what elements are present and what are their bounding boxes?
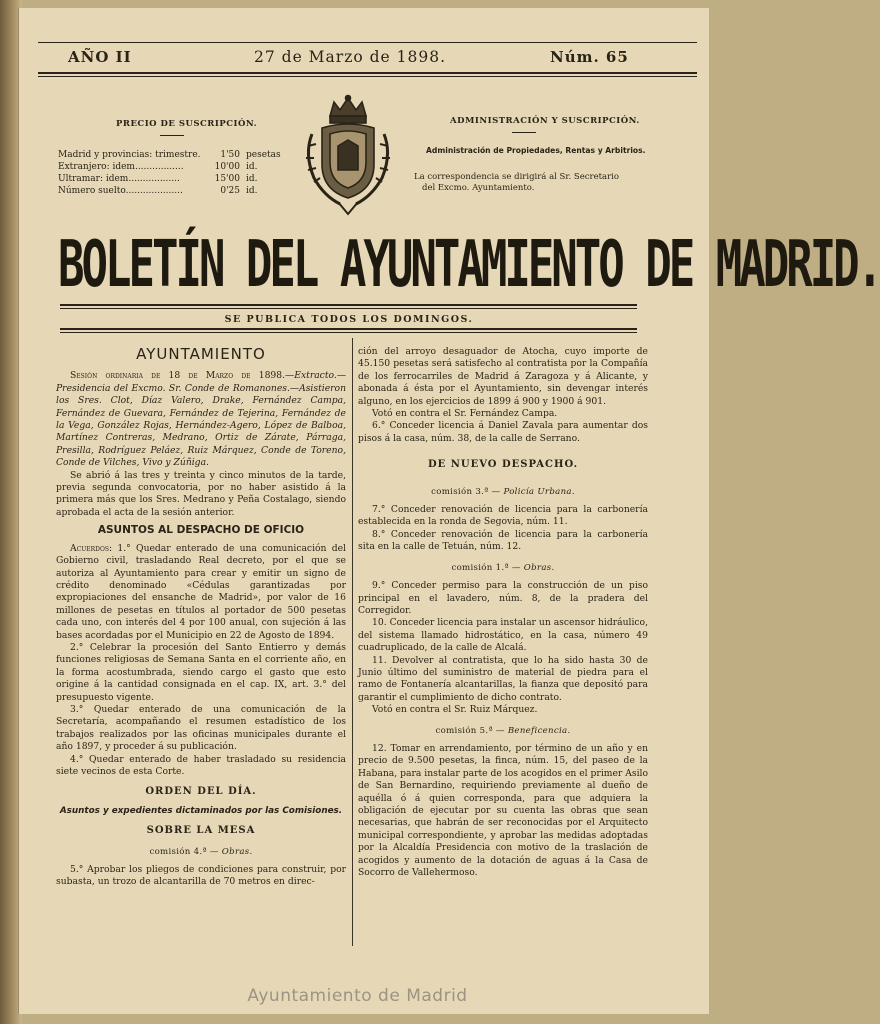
paragraph: 5.° Aprobar los pliegos de condiciones para construir, por subasta, un trozo de alcantarilla de 70 metros en direc- bbox=[56, 864, 346, 888]
paragraph: 12. Tomar en arrendamiento, por término de un año y en precio de 9.500 pesetas, la finca, núm. 15, del paseo de la Habana, para instalar parte de los acogidos en el primer Asilo de San Bernardino, requiriendo previamente al dueño de aquélla ó á quien corresponda, para que adquiera la obligación de ejecutar por su cuenta las obras que sean necesarias, que habrán de ser reconocidas por el Arquitecto municipal correspondiente, y aprobar las medidas adoptadas por la Alcaldía Presidencia con motivo de la traslación de acogidos y aumento de la dotación de aguas á la Casa de Socorro de Vallehermoso. bbox=[358, 742, 648, 879]
paragraph: 10. Conceder licencia para instalar un ascensor hidráulico, del sistema llamado hidrostático, en la casa, número 49 cuadruplicado, de la calle de Alcalá. bbox=[358, 617, 648, 654]
price-label: Ultramar: idem.................. bbox=[58, 174, 180, 184]
commission-label: comisión 5.ª — bbox=[435, 725, 508, 736]
paragraph: Votó en contra el Sr. Fernández Campa. bbox=[372, 408, 558, 420]
coat-of-arms-icon bbox=[300, 94, 396, 218]
session-extract: —Extracto. bbox=[285, 370, 337, 382]
subsection-heading: ORDEN DEL DÍA. bbox=[145, 786, 257, 798]
price-row bbox=[58, 161, 283, 173]
price-row bbox=[58, 173, 283, 185]
commission-name: Beneficencia. bbox=[507, 725, 571, 736]
price-unit: id. bbox=[246, 186, 258, 196]
commission-label: comisión 1.ª — bbox=[451, 562, 524, 573]
issue-number: Núm. 65 bbox=[550, 48, 629, 66]
price-label: Extranjero: idem................. bbox=[58, 162, 184, 172]
administration-heading: ADMINISTRACIÓN Y SUSCRIPCIÓN. bbox=[450, 116, 640, 126]
paragraph: 2.° Celebrar la procesión del Santo Entierro y demás funciones religiosas de Semana Santa en el corriente año, en la forma acostumbrada, siendo cargo el gasto que esto origine á la cantidad consignada en el cap. IX, art. 3.° del presupuesto vigente. bbox=[56, 641, 346, 703]
subtitle-rule-thin bbox=[60, 332, 637, 333]
watermark: Ayuntamiento de Madrid bbox=[247, 986, 468, 1006]
paragraph: 4.° Quedar enterado de haber trasladado su residencia siete vecinos de esta Corte. bbox=[56, 753, 346, 777]
administration-line: del Excmo. Ayuntamiento. bbox=[422, 183, 535, 193]
top-rule bbox=[38, 42, 697, 43]
commission-name: Policía Urbana. bbox=[503, 486, 575, 497]
administration-line: Administración de Propiedades, Rentas y Arbitrios. bbox=[426, 146, 646, 155]
session-paragraph bbox=[56, 370, 346, 469]
price-value: 0'25 bbox=[220, 186, 240, 196]
price-value: 1'50 bbox=[220, 150, 240, 160]
left-column bbox=[56, 344, 346, 889]
prices-heading: PRECIO DE SUSCRIPCIÓN. bbox=[116, 119, 258, 129]
commission-label: comisión 4.ª — bbox=[149, 846, 222, 857]
price-unit: id. bbox=[246, 174, 258, 184]
price-label: Número suelto.................... bbox=[58, 186, 183, 196]
paragraph: 6.° Conceder licencia á Daniel Zavala para aumentar dos pisos á la casa, núm. 38, de la calle de Serrano. bbox=[358, 420, 648, 444]
title-rule-thin bbox=[60, 308, 637, 309]
newspaper-title: BOLETÍN DEL AYUNTAMIENTO DE MADRID. bbox=[58, 228, 880, 302]
right-column bbox=[358, 346, 648, 879]
paragraph: 7.° Conceder renovación de licencia para la carbonería establecida en la ronda de Segovia, núm. 11. bbox=[358, 504, 648, 528]
header-rule bbox=[38, 72, 697, 74]
paragraph: 3.° Quedar enterado de una comunicación de la Secretaría, acompañando el resumen estadístico de los trabajos realizados por las oficinas municipales durante el año 1897, y proceder á su publicación. bbox=[56, 703, 346, 753]
commission-heading bbox=[358, 486, 648, 498]
header-rule-thin bbox=[38, 76, 697, 77]
prices-divider bbox=[160, 135, 184, 136]
column-divider bbox=[352, 338, 353, 946]
agreement-1: 1.° Quedar enterado de una comunicación del Gobierno civil, trasladando Real decreto, por el que se autoriza al Ayuntamiento para crear y emitir un signo de crédito denominado «Cédulas garantizadas por expropiaciones del ensanche de Madrid», por valor de 16 millones de pesetas en títulos al portador de 500 pesetas cada uno, con interés del 4 por 100 anual, con sujeción á las bases acordadas por el Municipio en 22 de Agosto de 1894. bbox=[56, 542, 346, 641]
commission-name: Obras. bbox=[523, 562, 555, 573]
price-row bbox=[58, 149, 283, 161]
subtitle-rule bbox=[60, 328, 637, 330]
paragraph: 8.° Conceder renovación de licencia para la carbonería sita en la calle de Tetuán, núm. 12. bbox=[358, 528, 648, 553]
section-heading: AYUNTAMIENTO bbox=[136, 345, 266, 363]
title-rule bbox=[60, 304, 637, 306]
commission-label: comisión 3.ª — bbox=[431, 486, 504, 497]
price-value: 10'00 bbox=[214, 162, 240, 172]
commission-name: Obras. bbox=[221, 846, 253, 857]
administration-divider bbox=[512, 132, 536, 133]
session-lead: Sesión ordinaria de 18 de Marzo de 1898. bbox=[70, 370, 286, 382]
paragraph: 11. Devolver al contratista, que lo ha sido hasta 30 de Junio último del suministro de material de piedra para el ramo de Fontanería alcantarillas, la fianza que depositó para garantir el cumplimiento de dicho contrato. bbox=[358, 654, 648, 703]
publication-frequency: SE PUBLICA TODOS LOS DOMINGOS. bbox=[224, 314, 474, 325]
paragraph: 9.° Conceder permiso para la construcción de un piso principal en el lavadero, núm. 8, de la pradera del Corregidor. bbox=[358, 580, 648, 616]
price-label: Madrid y provincias: trimestre. bbox=[58, 150, 201, 160]
price-value: 15'00 bbox=[214, 174, 240, 184]
price-unit: pesetas bbox=[246, 150, 281, 160]
agreements-paragraph bbox=[56, 543, 346, 642]
issue-date: 27 de Marzo de 1898. bbox=[254, 48, 447, 66]
subsection-heading: SOBRE LA MESA bbox=[146, 825, 256, 837]
session-body: —Presidencia del Excmo. Sr. Conde de Romanones.—Asistieron los Sres. Clot, Díaz Valero, Drake, Fernández Campa, Fernández de Guevara, Fernández de Tejerina, Fernández de la Vega, González Rojas, Hernández-Agero, López de Balboa, Martínez Contreras, Medrano, Ortiz de Zárate, Párraga, Presilla, Rodríguez Peláez, Ruiz Márquez, Conde de Toreno, Conde de Vilches, Vivo y Zúñiga. bbox=[56, 370, 346, 469]
commission-heading bbox=[358, 562, 648, 574]
agreements-lead: Acuerdos: bbox=[70, 542, 113, 554]
price-row bbox=[58, 185, 283, 197]
issue-year: AÑO II bbox=[68, 48, 132, 66]
price-unit: id. bbox=[246, 162, 258, 172]
subsection-heading: DE NUEVO DESPACHO. bbox=[427, 459, 579, 471]
paragraph: Se abrió á las tres y treinta y cinco minutos de la tarde, previa segunda convocatoria, por no haber asistido á la primera más que los Sres. Medrano y Peña Costalago, siendo aprobada el acta de la sesión anterior. bbox=[56, 469, 346, 518]
subsection-heading: ASUNTOS AL DESPACHO DE OFICIO bbox=[97, 524, 305, 537]
paragraph: Votó en contra el Sr. Ruiz Márquez. bbox=[372, 704, 538, 716]
commission-heading bbox=[358, 725, 648, 737]
subsection-subheading: Asuntos y expedientes dictaminados por las Comisiones. bbox=[59, 805, 343, 816]
paragraph: ción del arroyo desaguador de Atocha, cuyo importe de 45.150 pesetas será satisfecho al contratista por la Compañía de los ferrocarriles de Madrid á Zaragoza y á Alicante, y abonada á ésta por el Ayuntamiento, sin devengar interés alguno, en los ejercicios de 1899 á 900 y 1900 á 901. bbox=[358, 346, 648, 407]
commission-heading bbox=[56, 846, 346, 858]
administration-line: La correspondencia se dirigirá al Sr. Secretario bbox=[414, 172, 620, 182]
